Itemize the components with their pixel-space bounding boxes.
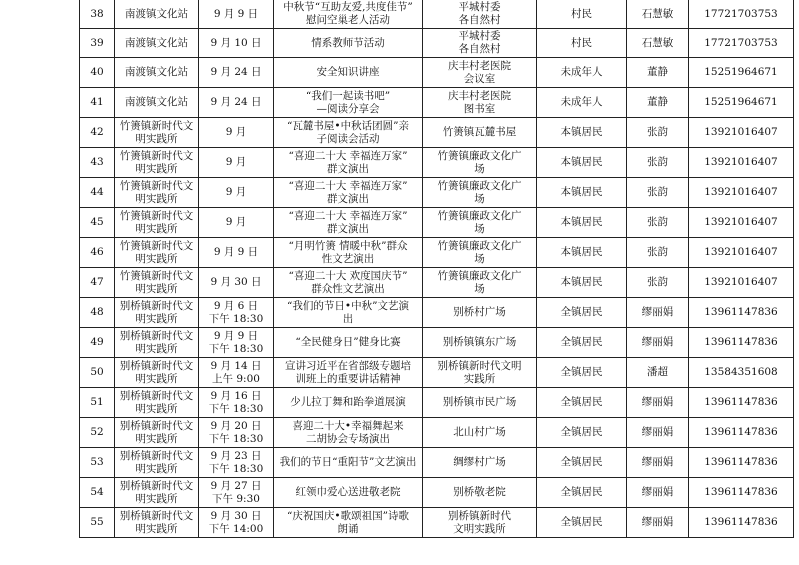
contact-cell: 缪丽娟 (627, 418, 689, 448)
phone-cell: 13921016407 (689, 208, 794, 238)
date-cell (199, 178, 274, 208)
location-line: 庆丰村老医院 (448, 89, 511, 102)
phone-cell: 13961147836 (689, 478, 794, 508)
audience-cell: 本镇居民 (537, 148, 627, 178)
location-line: 别桥镇新时代文明 (437, 359, 522, 372)
location-cell (423, 388, 537, 418)
location-line: 场 (474, 252, 485, 265)
activity-line: “我们的节日•中秋”文艺演 (287, 299, 409, 312)
date-line: 9 月 9 日 (213, 7, 259, 20)
audience-cell: 本镇居民 (537, 268, 627, 298)
date-line: 下午 14:00 (208, 522, 264, 535)
phone-cell: 13921016407 (689, 118, 794, 148)
location-line: 场 (474, 222, 485, 235)
organizer-cell (115, 298, 199, 328)
date-line: 9 月 30 日 (210, 509, 262, 522)
organizer-cell (115, 388, 199, 418)
activity-line: 情系教师节活动 (311, 36, 385, 49)
organizer-cell (115, 178, 199, 208)
date-line: 下午 18:30 (208, 312, 264, 325)
location-line: 庆丰村老医院 (448, 59, 511, 72)
activity-line: “喜迎二十大 幸福连万家” (288, 149, 408, 162)
date-line: 9 月 16 日 (210, 389, 262, 402)
activity-cell (274, 448, 423, 478)
audience-cell: 未成年人 (537, 58, 627, 88)
activity-line: 宣讲习近平在省部级专题培 (285, 359, 411, 372)
organizer-line: 竹箦镇新时代文 (119, 179, 194, 192)
table-row (80, 238, 794, 268)
location-line: 别桥敬老院 (453, 486, 506, 498)
contact-cell: 张韵 (627, 238, 689, 268)
date-line: 9 月 30 日 (210, 276, 262, 288)
location-line: 实践所 (463, 372, 496, 385)
table-row (80, 418, 794, 448)
row-number-cell: 40 (80, 58, 115, 88)
location-line: 场 (474, 282, 485, 295)
activity-line: “全民健身日”健身比赛 (295, 336, 401, 348)
location-cell (423, 148, 537, 178)
location-line: 竹箦镇瓦麓书屋 (442, 126, 517, 138)
location-line: 竹箦镇廉政文化广 (437, 239, 522, 252)
location-line: 别桥镇市民广场 (442, 396, 517, 408)
organizer-cell (115, 88, 199, 118)
activity-line: “喜迎二十大 幸福连万家” (288, 179, 408, 192)
date-cell (199, 388, 274, 418)
activity-line: 我们的节日“重阳节”文艺演出 (279, 456, 417, 468)
organizer-line: 南渡镇文化站 (125, 66, 188, 78)
date-line: 9 月 24 日 (210, 96, 262, 108)
date-line: 9 月 (225, 126, 247, 138)
date-line: 9 月 (225, 186, 247, 198)
table-row (80, 148, 794, 178)
phone-cell: 13961147836 (689, 448, 794, 478)
location-line: 别桥村广场 (453, 306, 506, 318)
activity-cell (274, 388, 423, 418)
location-cell (423, 29, 537, 58)
contact-cell: 石慧敏 (627, 0, 689, 29)
organizer-line: 别桥镇新时代文 (119, 329, 194, 342)
location-line: 场 (474, 192, 485, 205)
activity-line: 红领巾爱心送进敬老院 (295, 486, 401, 498)
organizer-line: 明实践所 (135, 312, 178, 325)
location-cell (423, 58, 537, 88)
table-row (80, 358, 794, 388)
activity-cell (274, 328, 423, 358)
location-line: 各自然村 (458, 14, 501, 26)
activity-cell (274, 148, 423, 178)
organizer-cell (115, 358, 199, 388)
date-cell (199, 208, 274, 238)
contact-cell: 张韵 (627, 118, 689, 148)
audience-cell: 本镇居民 (537, 208, 627, 238)
location-cell (423, 238, 537, 268)
organizer-line: 明实践所 (135, 252, 178, 265)
location-cell (423, 478, 537, 508)
phone-cell: 13961147836 (689, 418, 794, 448)
organizer-cell (115, 208, 199, 238)
date-cell (199, 148, 274, 178)
date-cell (199, 298, 274, 328)
table-row (80, 178, 794, 208)
organizer-cell (115, 448, 199, 478)
row-number-cell: 42 (80, 118, 115, 148)
organizer-line: 竹箦镇新时代文 (119, 149, 194, 162)
organizer-line: 别桥镇新时代文 (119, 479, 194, 492)
audience-cell: 全镇居民 (537, 418, 627, 448)
row-number-cell: 49 (80, 328, 115, 358)
date-line: 9 月 9 日 (213, 329, 259, 342)
date-line: 9 月 10 日 (210, 36, 262, 49)
phone-cell: 13961147836 (689, 388, 794, 418)
date-line: 9 月 14 日 (210, 359, 262, 372)
location-cell (423, 508, 537, 538)
date-line: 9 月 24 日 (210, 66, 262, 78)
date-cell (199, 358, 274, 388)
organizer-line: 竹箦镇新时代文 (119, 239, 194, 252)
date-cell (199, 328, 274, 358)
table-row (80, 478, 794, 508)
row-number-cell: 44 (80, 178, 115, 208)
contact-cell: 董静 (627, 58, 689, 88)
location-cell (423, 358, 537, 388)
activity-line: “我们一起读书吧” (305, 89, 391, 102)
date-line: 9 月 23 日 (210, 449, 262, 462)
activity-line: 朗诵 (337, 522, 359, 535)
location-cell (423, 88, 537, 118)
organizer-line: 明实践所 (135, 402, 178, 415)
row-number-cell: 55 (80, 508, 115, 538)
row-number-cell: 54 (80, 478, 115, 508)
organizer-line: 南渡镇文化站 (125, 96, 188, 108)
activity-cell (274, 29, 423, 58)
location-line: 文明实践所 (453, 522, 506, 535)
activity-line: 群文演出 (327, 192, 369, 205)
location-line: 北山村广场 (453, 426, 506, 438)
activity-line: 子阅读会活动 (316, 132, 380, 145)
organizer-line: 别桥镇新时代文 (119, 359, 194, 372)
location-line: 平城村委 (458, 1, 501, 13)
organizer-line: 别桥镇新时代文 (119, 509, 194, 522)
organizer-cell (115, 118, 199, 148)
organizer-line: 别桥镇新时代文 (119, 389, 194, 402)
table-row (80, 388, 794, 418)
row-number-cell: 48 (80, 298, 115, 328)
table-row (80, 328, 794, 358)
location-line: 竹箦镇廉政文化广 (437, 149, 522, 162)
activity-cell (274, 0, 423, 29)
phone-cell: 13584351608 (689, 358, 794, 388)
audience-cell: 全镇居民 (537, 508, 627, 538)
location-line: 别桥镇镇东广场 (442, 336, 517, 348)
location-cell (423, 448, 537, 478)
date-line: 下午 18:30 (208, 432, 264, 445)
audience-cell: 村民 (537, 29, 627, 58)
contact-cell: 缪丽娟 (627, 388, 689, 418)
contact-cell: 缪丽娟 (627, 328, 689, 358)
organizer-cell (115, 58, 199, 88)
phone-cell: 13921016407 (689, 148, 794, 178)
location-line: 图书室 (463, 102, 496, 115)
row-number-cell: 45 (80, 208, 115, 238)
audience-cell: 全镇居民 (537, 328, 627, 358)
audience-cell: 本镇居民 (537, 178, 627, 208)
row-number-cell: 41 (80, 88, 115, 118)
row-number-cell: 50 (80, 358, 115, 388)
table-row (80, 0, 794, 29)
phone-cell: 17721703753 (689, 29, 794, 58)
contact-cell: 张韵 (627, 208, 689, 238)
audience-cell: 全镇居民 (537, 448, 627, 478)
organizer-cell (115, 238, 199, 268)
organizer-line: 明实践所 (135, 192, 178, 205)
contact-cell: 董静 (627, 88, 689, 118)
date-line: 9 月 9 日 (213, 246, 259, 258)
activity-cell (274, 58, 423, 88)
row-number-cell: 38 (80, 0, 115, 29)
table-row (80, 208, 794, 238)
row-number-cell: 52 (80, 418, 115, 448)
audience-cell: 未成年人 (537, 88, 627, 118)
location-line: 各自然村 (458, 43, 501, 55)
contact-cell: 缪丽娟 (627, 448, 689, 478)
organizer-line: 竹箦镇新时代文 (119, 119, 194, 132)
organizer-line: 别桥镇新时代文 (119, 419, 194, 432)
activity-line: “喜迎二十大 欢度国庆节” (288, 269, 408, 282)
audience-cell: 全镇居民 (537, 478, 627, 508)
date-line: 9 月 20 日 (210, 419, 262, 432)
contact-cell: 张韵 (627, 268, 689, 298)
location-cell (423, 298, 537, 328)
activity-line: “瓦麓书屋•中秋话团圆”亲 (287, 119, 409, 132)
activity-line: “庆祝国庆•歌颂祖国”诗歌 (287, 509, 409, 522)
activity-cell (274, 178, 423, 208)
organizer-line: 明实践所 (135, 342, 178, 355)
audience-cell: 本镇居民 (537, 118, 627, 148)
phone-cell: 13921016407 (689, 238, 794, 268)
location-line: 竹箦镇廉政文化广 (437, 179, 522, 192)
contact-cell: 缪丽娟 (627, 478, 689, 508)
location-cell (423, 118, 537, 148)
audience-cell: 村民 (537, 0, 627, 29)
location-line: 平城村委 (458, 30, 501, 42)
table-row (80, 268, 794, 298)
activity-cell (274, 418, 423, 448)
date-cell (199, 29, 274, 58)
organizer-line: 明实践所 (135, 132, 178, 145)
date-line: 下午 9:30 (212, 492, 260, 505)
organizer-line: 明实践所 (135, 462, 178, 475)
organizer-line: 明实践所 (135, 522, 178, 535)
activity-line: 喜迎二十大•幸福舞起来 (292, 419, 404, 432)
date-line: 下午 18:30 (208, 402, 264, 415)
organizer-line: 明实践所 (135, 282, 178, 295)
location-cell (423, 0, 537, 29)
organizer-line: 别桥镇新时代文 (119, 299, 194, 312)
table-row (80, 118, 794, 148)
organizer-cell (115, 268, 199, 298)
row-number-cell: 43 (80, 148, 115, 178)
location-cell (423, 418, 537, 448)
activity-cell (274, 358, 423, 388)
organizer-line: 明实践所 (135, 372, 178, 385)
contact-cell: 缪丽娟 (627, 298, 689, 328)
activity-table-body (80, 0, 794, 538)
activity-line: 安全知识讲座 (316, 66, 380, 78)
activity-line: “月明竹箦 情暖中秋”群众 (288, 239, 408, 252)
organizer-cell (115, 478, 199, 508)
row-number-cell: 39 (80, 29, 115, 58)
location-line: 竹箦镇廉政文化广 (437, 269, 522, 282)
contact-cell: 缪丽娟 (627, 508, 689, 538)
activity-line: 群文演出 (327, 162, 369, 175)
organizer-cell (115, 29, 199, 58)
phone-cell: 17721703753 (689, 0, 794, 29)
location-line: 会议室 (463, 72, 496, 85)
organizer-cell (115, 418, 199, 448)
phone-cell: 13961147836 (689, 508, 794, 538)
table-row (80, 298, 794, 328)
date-cell (199, 508, 274, 538)
date-line: 9 月 (225, 156, 247, 168)
date-cell (199, 238, 274, 268)
table-row (80, 29, 794, 58)
contact-cell: 张韵 (627, 148, 689, 178)
table-row (80, 448, 794, 478)
activity-line: —阅读分享会 (316, 102, 380, 115)
activity-cell (274, 238, 423, 268)
contact-cell: 潘超 (627, 358, 689, 388)
organizer-cell (115, 328, 199, 358)
activity-line: 群众性文艺演出 (311, 282, 385, 295)
phone-cell: 15251964671 (689, 88, 794, 118)
activity-cell (274, 268, 423, 298)
organizer-line: 南渡镇文化站 (125, 36, 188, 49)
date-line: 下午 18:30 (208, 342, 264, 355)
organizer-line: 明实践所 (135, 492, 178, 505)
phone-cell: 13921016407 (689, 178, 794, 208)
date-cell (199, 58, 274, 88)
location-cell (423, 208, 537, 238)
contact-cell: 石慧敏 (627, 29, 689, 58)
location-line: 竹箦镇廉政文化广 (437, 209, 522, 222)
date-line: 9 月 (225, 216, 247, 228)
activity-line: 慰问空巢老人活动 (306, 14, 390, 26)
location-line: 绸缪村广场 (453, 456, 506, 468)
activity-line: 性文艺演出 (321, 252, 375, 265)
date-line: 上午 9:00 (212, 372, 260, 385)
date-cell (199, 0, 274, 29)
location-cell (423, 328, 537, 358)
row-number-cell: 46 (80, 238, 115, 268)
activity-cell (274, 208, 423, 238)
location-line: 场 (474, 162, 485, 175)
table-row (80, 88, 794, 118)
organizer-line: 明实践所 (135, 222, 178, 235)
activity-cell (274, 298, 423, 328)
audience-cell: 本镇居民 (537, 238, 627, 268)
date-cell (199, 118, 274, 148)
row-number-cell: 53 (80, 448, 115, 478)
audience-cell: 全镇居民 (537, 388, 627, 418)
date-cell (199, 88, 274, 118)
date-cell (199, 448, 274, 478)
activity-cell (274, 508, 423, 538)
organizer-line: 别桥镇新时代文 (119, 449, 194, 462)
date-cell (199, 478, 274, 508)
activity-line: 训班上的重要讲话精神 (295, 372, 401, 385)
table-row (80, 58, 794, 88)
table-row (80, 508, 794, 538)
activity-line: 二胡协会专场演出 (306, 432, 390, 445)
contact-cell: 张韵 (627, 178, 689, 208)
audience-cell: 全镇居民 (537, 298, 627, 328)
organizer-line: 竹箦镇新时代文 (119, 269, 194, 282)
organizer-cell (115, 148, 199, 178)
audience-cell: 全镇居民 (537, 358, 627, 388)
organizer-cell (115, 0, 199, 29)
activity-line: “喜迎二十大 幸福连万家” (288, 209, 408, 222)
activity-line: 群文演出 (327, 222, 369, 235)
phone-cell: 13961147836 (689, 328, 794, 358)
date-cell (199, 268, 274, 298)
organizer-line: 南渡镇文化站 (125, 7, 188, 20)
activity-line: 出 (342, 312, 354, 325)
organizer-line: 明实践所 (135, 432, 178, 445)
phone-cell: 13961147836 (689, 298, 794, 328)
organizer-line: 明实践所 (135, 162, 178, 175)
row-number-cell: 47 (80, 268, 115, 298)
date-cell (199, 418, 274, 448)
activity-line: 中秋节“互助友爱,共度佳节” (283, 1, 413, 13)
organizer-cell (115, 508, 199, 538)
phone-cell: 13921016407 (689, 268, 794, 298)
location-cell (423, 178, 537, 208)
activity-line: 少儿拉丁舞和跆拳道展演 (290, 396, 406, 408)
date-line: 9 月 27 日 (210, 479, 262, 492)
location-cell (423, 268, 537, 298)
activity-table (79, 0, 794, 538)
organizer-line: 竹箦镇新时代文 (119, 209, 194, 222)
row-number-cell: 51 (80, 388, 115, 418)
activity-cell (274, 88, 423, 118)
phone-cell: 15251964671 (689, 58, 794, 88)
date-line: 下午 18:30 (208, 462, 264, 475)
location-line: 别桥镇新时代 (448, 509, 511, 522)
activity-cell (274, 478, 423, 508)
activity-cell (274, 118, 423, 148)
date-line: 9 月 6 日 (213, 299, 259, 312)
